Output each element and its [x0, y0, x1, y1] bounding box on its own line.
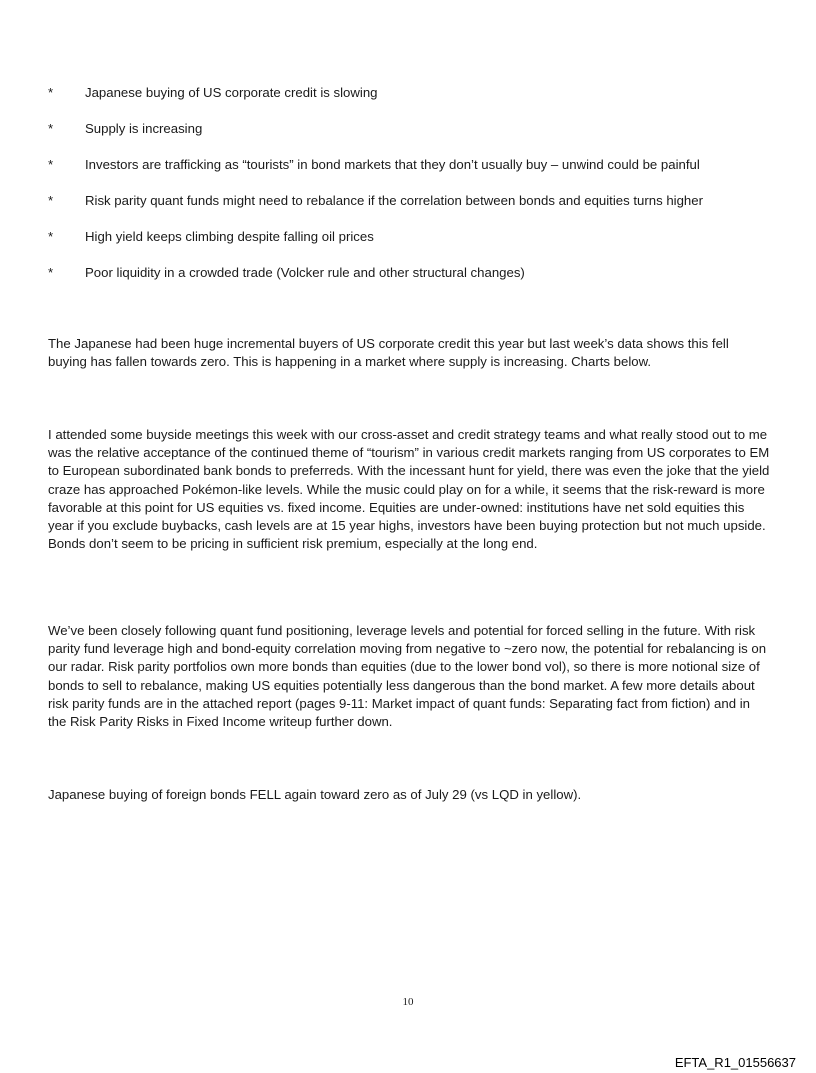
bullet-marker: *: [48, 121, 54, 136]
bullet-text: Risk parity quant funds might need to rebalance if the correlation between bonds and equities turns higher: [85, 193, 703, 208]
bullet-text: Poor liquidity in a crowded trade (Volcker rule and other structural changes): [85, 265, 525, 280]
bullet-marker: *: [48, 265, 54, 280]
paragraph-quant-funds: We’ve been closely following quant fund positioning, leverage levels and potential for forced selling in the future. With risk parity fund leverage high and bond-equity correlation moving from negative to ~zero now, the potential for rebalancing is on our radar. Risk parity portfolios own more bonds than equities (due to the lower bond vol), so there is more notional size of bonds to sell to rebalance, making US equities potentially less dangerous than the bond market. A few more details about risk parity funds are in the attached report (pages 9-11: Market impact of quant funds: Separating fact from fiction) and in the Risk Parity Risks in Fixed Income writeup further down.: [48, 623, 767, 730]
bullet-marker: *: [48, 229, 54, 244]
list-item: [0, 156, 816, 192]
list-item: [0, 192, 816, 228]
bullet-text: Japanese buying of US corporate credit is slowing: [85, 85, 378, 100]
paragraph-chart-caption: Japanese buying of foreign bonds FELL again toward zero as of July 29 (vs LQD in yellow).: [48, 787, 582, 802]
list-item: [0, 264, 816, 300]
page-number: 10: [402, 996, 414, 1008]
bullet-marker: *: [48, 85, 54, 100]
bullet-list: [0, 84, 816, 300]
bullet-marker: *: [48, 193, 54, 208]
bullet-text: Investors are trafficking as “tourists” in bond markets that they don’t usually buy – unwind could be painful: [85, 157, 700, 172]
paragraph-buyside-meetings: I attended some buyside meetings this week with our cross-asset and credit strategy teams and what really stood out to me was the relative acceptance of the continued theme of “tourism” in various credit markets ranging from US corporates to EM to European subordinated bank bonds to preferreds. With the incessant hunt for yield, there was even the joke that the yield craze has approached Pokémon-like levels. While the music could play on for a while, it seems that the risk-reward is more favorable at this point for US equities vs. fixed income. Equities are under-owned: institutions have net sold equities this year if you exclude buybacks, cash levels are at 15 year highs, investors have been buying protection but not much upside. Bonds don’t seem to be pricing in sufficient risk premium, especially at the long end.: [48, 427, 770, 552]
paragraph-japanese-buying: The Japanese had been huge incremental buyers of US corporate credit this year but last week’s data shows this fell buying has fallen towards zero. This is happening in a market where supply is increasing. Charts below.: [48, 336, 729, 370]
bullet-text: High yield keeps climbing despite falling oil prices: [85, 229, 374, 244]
bullet-text: Supply is increasing: [85, 121, 203, 136]
list-item: [0, 84, 816, 120]
document-id: EFTA_R1_01556637: [674, 1055, 796, 1070]
list-item: [0, 120, 816, 156]
bullet-marker: *: [48, 157, 54, 172]
list-item: [0, 228, 816, 264]
